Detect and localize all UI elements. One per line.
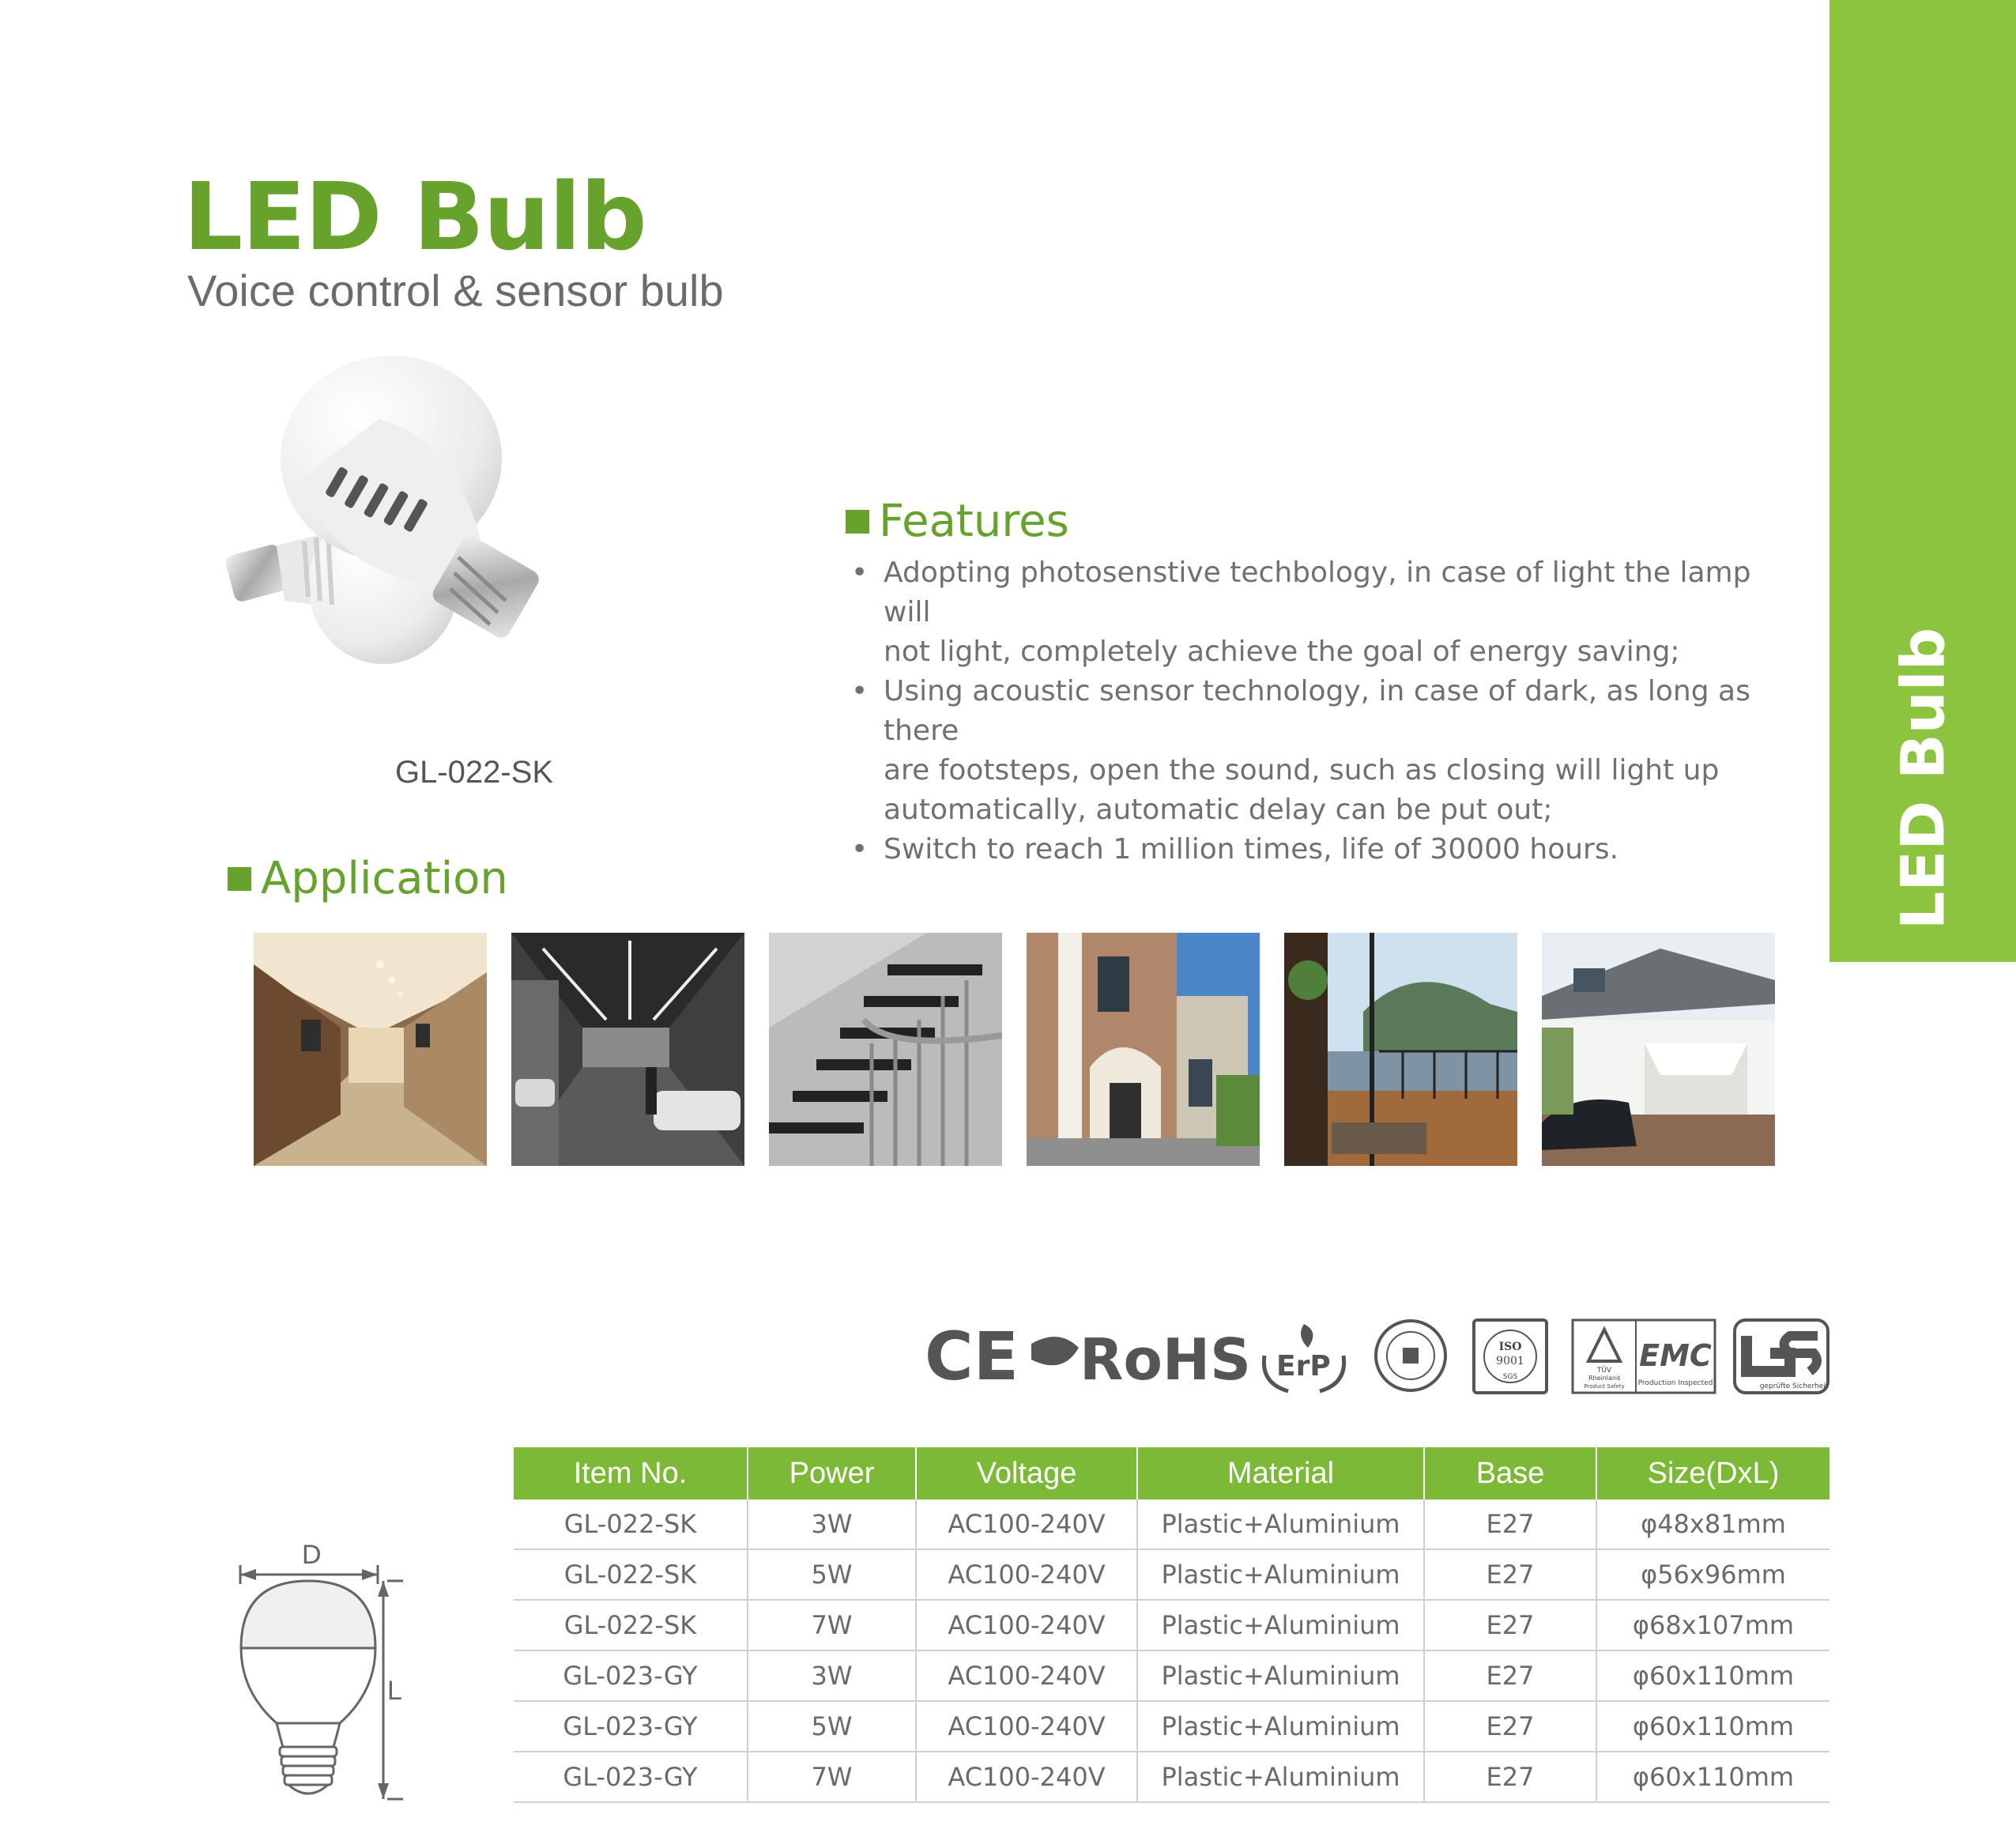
svg-text:Production Inspected: Production Inspected xyxy=(1637,1379,1713,1387)
table-row xyxy=(514,1600,1829,1650)
column-header-base: Base xyxy=(1424,1447,1596,1499)
table-header-row xyxy=(514,1447,1829,1499)
svg-text:9001: 9001 xyxy=(1496,1355,1524,1367)
corridor-photo xyxy=(254,933,487,1166)
garage-door-photo xyxy=(1542,933,1775,1166)
svg-text:EMC: EMC xyxy=(1639,1338,1712,1373)
cell-material: Plastic+Aluminium xyxy=(1137,1549,1424,1600)
feature-item xyxy=(850,553,1782,672)
features-list xyxy=(850,553,1782,869)
erp-mark-icon xyxy=(1264,1324,1343,1391)
column-header-voltage: Voltage xyxy=(916,1447,1137,1499)
feature-item xyxy=(850,672,1782,830)
bulb-dimension-diagram xyxy=(229,1533,419,1810)
cell-power: 3W xyxy=(748,1499,916,1549)
cell-material: Plastic+Aluminium xyxy=(1137,1600,1424,1650)
cell-material: Plastic+Aluminium xyxy=(1137,1499,1424,1549)
cell-base: E27 xyxy=(1424,1701,1596,1752)
page-title: LED Bulb xyxy=(183,162,646,271)
gs-mark-icon xyxy=(1735,1320,1829,1393)
application-heading-text: Application xyxy=(261,853,508,904)
feature-line: Using acoustic sensor technology, in case of dark, as long as there xyxy=(884,675,1750,747)
cell-voltage: AC100-240V xyxy=(916,1549,1137,1600)
column-header-material: Material xyxy=(1137,1447,1424,1499)
table-row xyxy=(514,1499,1829,1549)
cell-item-no: GL-023-GY xyxy=(514,1650,748,1701)
cell-power: 7W xyxy=(748,1600,916,1650)
cell-power: 7W xyxy=(748,1752,916,1802)
cell-size: φ60x110mm xyxy=(1596,1752,1829,1802)
application-photos xyxy=(254,933,1775,1166)
tuv-emc-icon xyxy=(1573,1320,1715,1393)
cell-base: E27 xyxy=(1424,1600,1596,1650)
side-tab-label: LED Bulb xyxy=(1887,627,1958,930)
table-row xyxy=(514,1701,1829,1752)
table-row xyxy=(514,1650,1829,1701)
svg-text:geprüfte Sicherheit: geprüfte Sicherheit xyxy=(1759,1382,1829,1390)
column-header-power: Power xyxy=(748,1447,916,1499)
cell-size: φ68x107mm xyxy=(1596,1600,1829,1650)
cell-base: E27 xyxy=(1424,1499,1596,1549)
column-header-item-no: Item No. xyxy=(514,1447,748,1499)
cell-voltage: AC100-240V xyxy=(916,1650,1137,1701)
dimension-l-label: L xyxy=(387,1676,402,1706)
staircase-photo xyxy=(769,933,1002,1166)
ce-mark-icon xyxy=(925,1318,1019,1395)
cell-power: 5W xyxy=(748,1701,916,1752)
svg-text:ISO: ISO xyxy=(1498,1341,1522,1353)
feature-line: Switch to reach 1 million times, life of 30000 hours. xyxy=(884,833,1619,866)
feature-line: automatically, automatic delay can be put out; xyxy=(884,794,1553,826)
iso-9001-icon xyxy=(1474,1320,1547,1393)
bullet-icon: • xyxy=(851,556,869,589)
cell-voltage: AC100-240V xyxy=(916,1701,1137,1752)
cell-power: 3W xyxy=(748,1650,916,1701)
svg-text:ErP: ErP xyxy=(1276,1350,1331,1382)
cell-voltage: AC100-240V xyxy=(916,1600,1137,1650)
bullet-icon: • xyxy=(851,833,869,866)
cell-item-no: GL-023-GY xyxy=(514,1752,748,1802)
cell-size: φ56x96mm xyxy=(1596,1549,1829,1600)
cell-material: Plastic+Aluminium xyxy=(1137,1752,1424,1802)
svg-text:Rheinland: Rheinland xyxy=(1588,1375,1621,1382)
cell-base: E27 xyxy=(1424,1549,1596,1600)
svg-text:CE: CE xyxy=(925,1318,1019,1395)
parking-garage-photo xyxy=(511,933,744,1166)
feature-line: are footsteps, open the sound, such as closing will light up xyxy=(884,754,1720,786)
bullet-icon: • xyxy=(851,675,869,707)
cell-voltage: AC100-240V xyxy=(916,1499,1137,1549)
feature-item xyxy=(850,830,1782,869)
house-exterior-photo xyxy=(1027,933,1260,1166)
svg-text:TÜV: TÜV xyxy=(1596,1367,1612,1375)
cell-item-no: GL-022-SK xyxy=(514,1499,748,1549)
cell-power: 5W xyxy=(748,1549,916,1600)
cell-size: φ60x110mm xyxy=(1596,1650,1829,1701)
cell-item-no: GL-022-SK xyxy=(514,1549,748,1600)
product-image xyxy=(221,348,774,696)
table-row xyxy=(514,1549,1829,1600)
cell-base: E27 xyxy=(1424,1752,1596,1802)
side-tab xyxy=(1829,0,2016,962)
heading-square-icon xyxy=(846,510,869,534)
cell-item-no: GL-023-GY xyxy=(514,1701,748,1752)
svg-text:Product Safety: Product Safety xyxy=(1584,1383,1625,1390)
certification-logos xyxy=(925,1312,1829,1399)
application-heading xyxy=(228,853,508,904)
features-heading-text: Features xyxy=(879,496,1069,547)
cell-item-no: GL-022-SK xyxy=(514,1600,748,1650)
rohs-mark-icon xyxy=(1031,1326,1251,1393)
saso-seal-icon xyxy=(1376,1321,1445,1390)
dimension-d-label: D xyxy=(302,1540,322,1570)
cell-material: Plastic+Aluminium xyxy=(1137,1650,1424,1701)
heading-square-icon xyxy=(228,867,251,891)
page-subtitle: Voice control & sensor bulb xyxy=(187,266,724,315)
cell-size: φ60x110mm xyxy=(1596,1701,1829,1752)
svg-text:SGS: SGS xyxy=(1502,1373,1518,1381)
spec-table xyxy=(514,1447,1829,1803)
svg-text:RoHS: RoHS xyxy=(1080,1326,1252,1393)
cell-base: E27 xyxy=(1424,1650,1596,1701)
features-heading xyxy=(846,496,1069,547)
feature-line: Adopting photosenstive techbology, in case of light the lamp will xyxy=(884,556,1751,628)
balcony-photo xyxy=(1284,933,1517,1166)
cell-voltage: AC100-240V xyxy=(916,1752,1137,1802)
column-header-size: Size(DxL) xyxy=(1596,1447,1829,1499)
table-row xyxy=(514,1752,1829,1802)
cell-size: φ48x81mm xyxy=(1596,1499,1829,1549)
feature-line: not light, completely achieve the goal of energy saving; xyxy=(884,636,1680,668)
cell-material: Plastic+Aluminium xyxy=(1137,1701,1424,1752)
model-caption: GL-022-SK xyxy=(395,755,554,790)
